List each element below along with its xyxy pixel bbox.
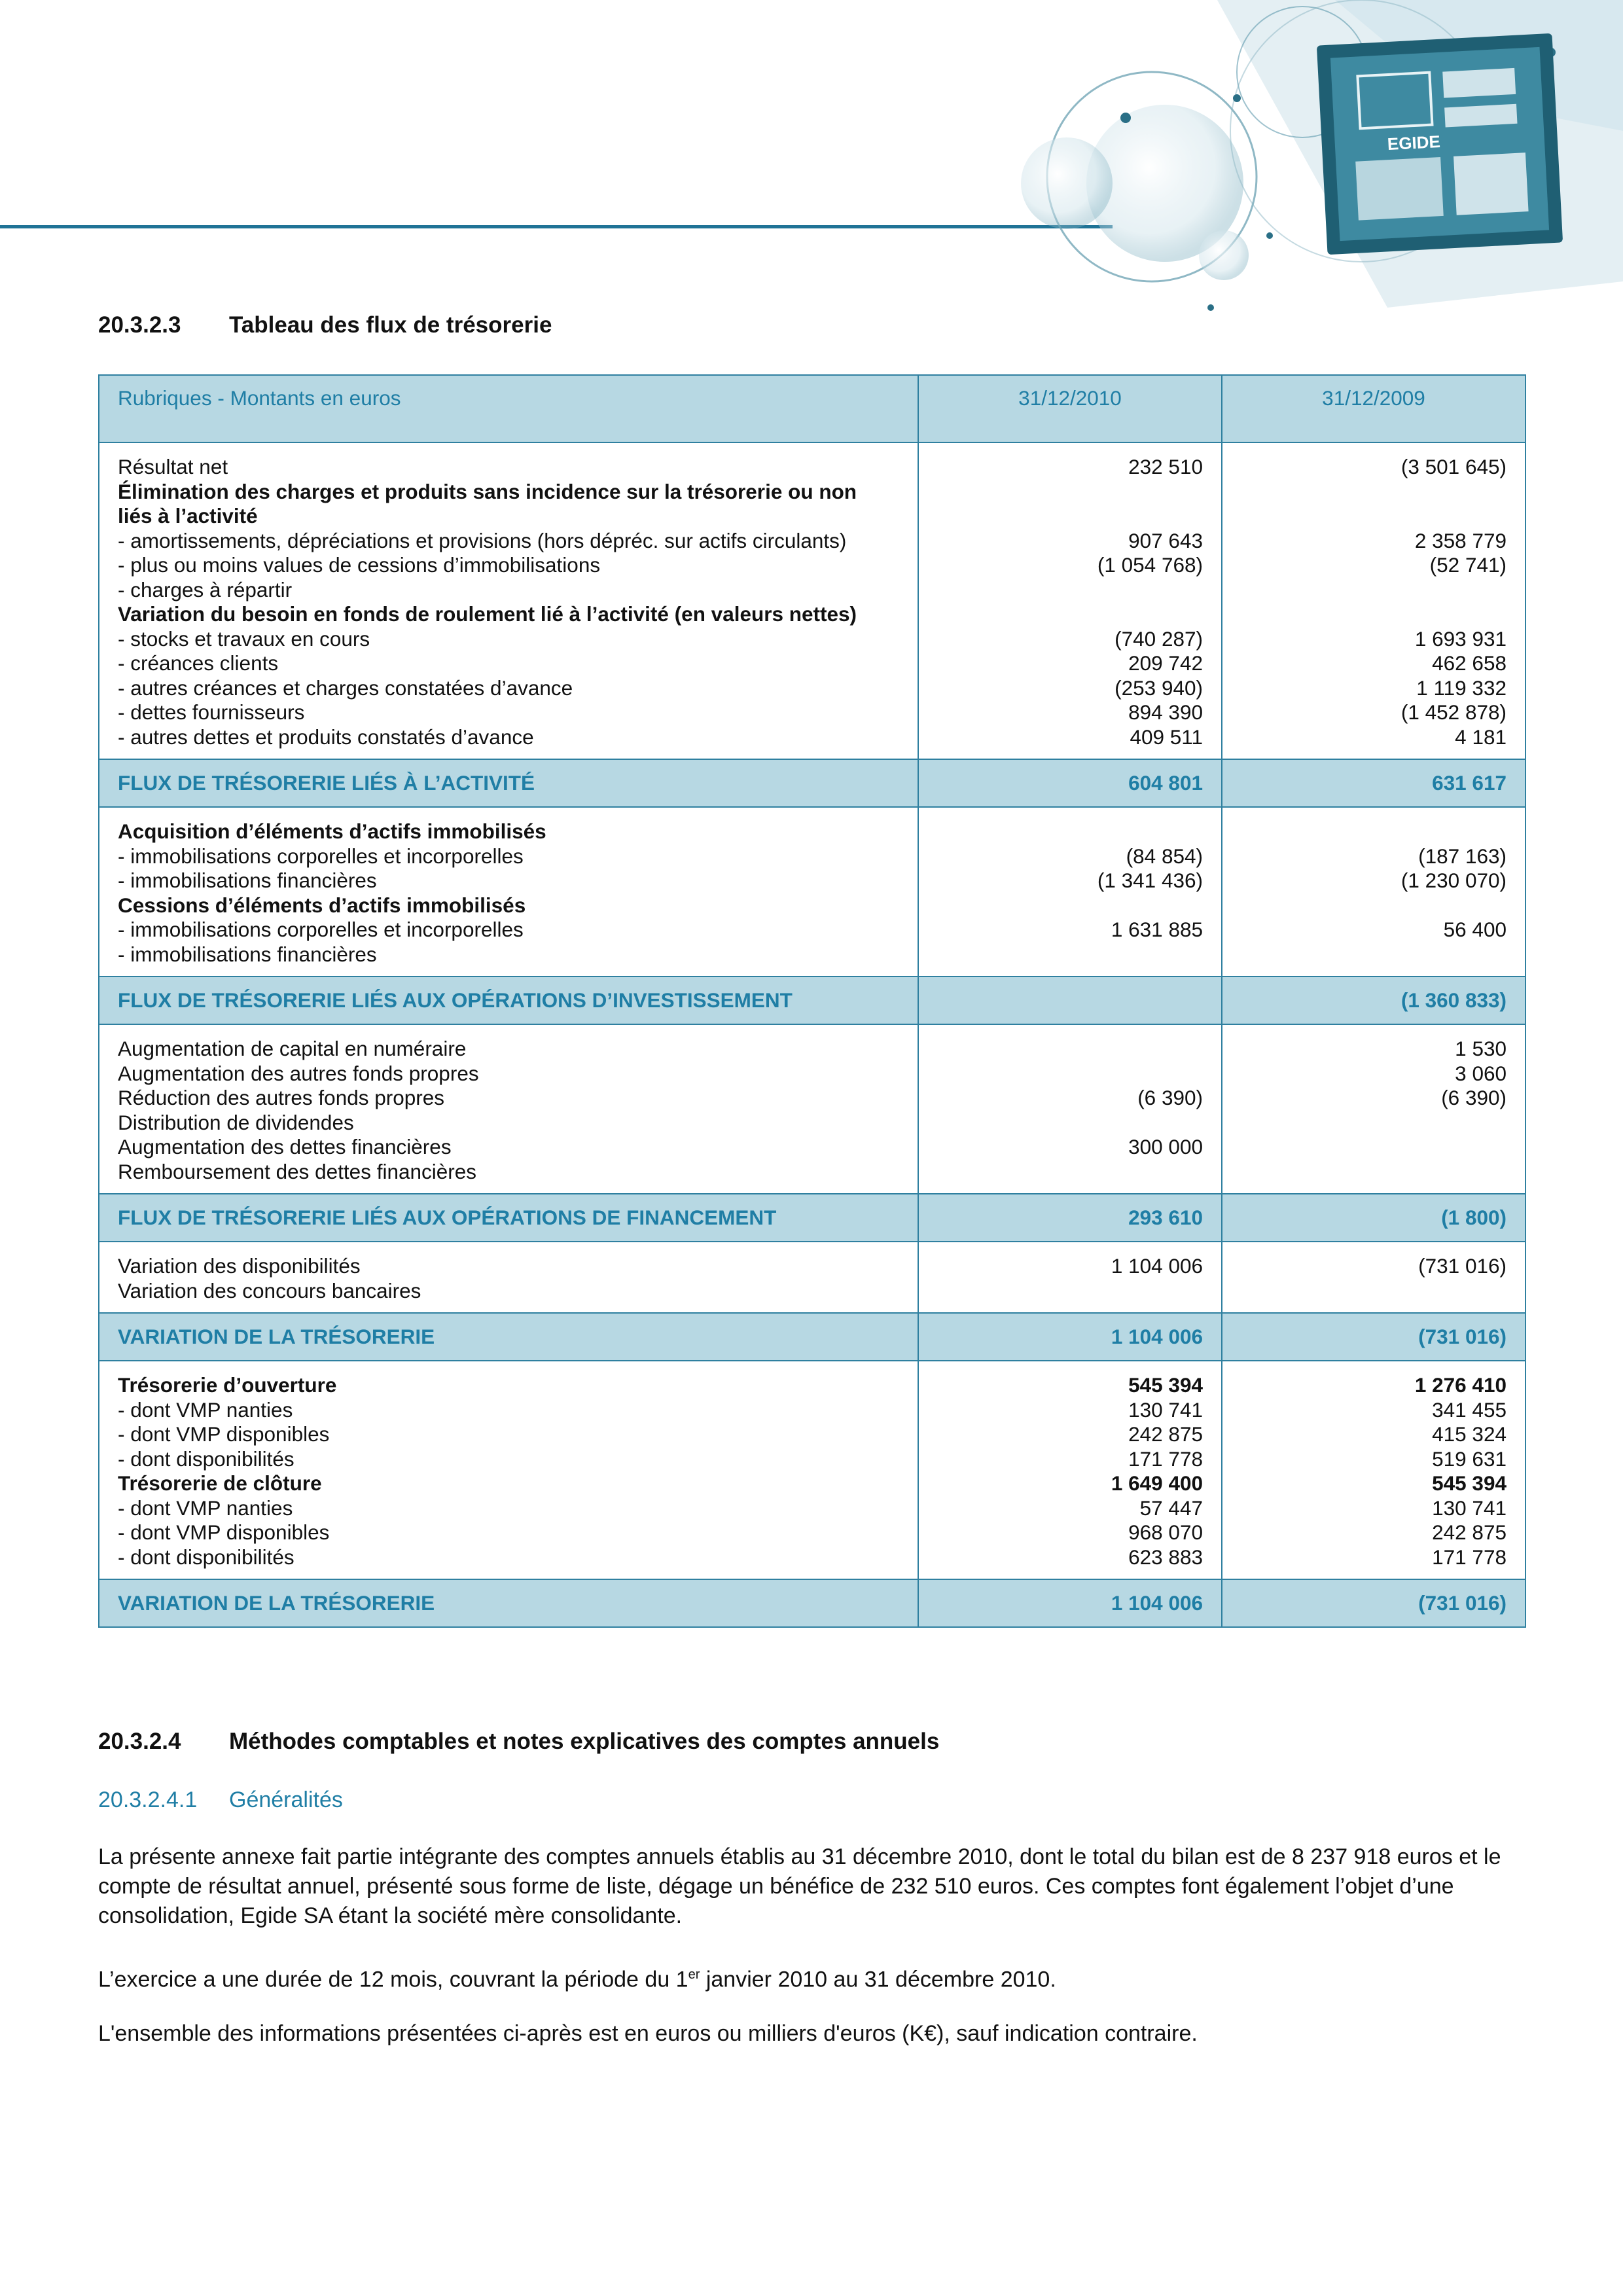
value-2010: 232 510: [1128, 455, 1203, 478]
value-2009: 130 741: [1432, 1496, 1507, 1520]
value-2009: (731 016): [1418, 1254, 1507, 1278]
financing-values-2009: [1222, 1024, 1525, 1194]
value-2009: 1 693 931: [1414, 626, 1507, 651]
subsection-number: 20.3.2.4.1: [98, 1787, 198, 1812]
section-title: Tableau des flux de trésorerie: [229, 312, 552, 338]
row-label: Augmentation de capital en numéraire: [118, 1037, 467, 1060]
value-2010: [937, 1160, 1203, 1185]
activity-values-2010: [918, 442, 1222, 759]
row-label: - charges à répartir: [118, 577, 293, 601]
row-label: Élimination des charges et produits sans incidence sur la trésorerie ou non: [118, 479, 857, 503]
row-label: - plus ou moins values de cessions d’immobilisations: [118, 553, 601, 577]
svg-text:EGIDE: EGIDE: [1387, 131, 1441, 154]
value-2009: 1 276 410: [1414, 1373, 1507, 1397]
treasury-values-2009: [1222, 1361, 1525, 1579]
value-2010: 57 447: [1139, 1496, 1203, 1520]
variation-block: [99, 1242, 1525, 1313]
treasury-values-2010: [918, 1361, 1222, 1579]
value-2009: [1241, 504, 1507, 529]
total-row-variation-final: [99, 1579, 1525, 1627]
value-2010: (1 341 436): [1097, 869, 1203, 892]
value-2009: 171 778: [1432, 1545, 1507, 1569]
value-2010: (1 054 768): [1097, 553, 1203, 577]
row-label: Trésorerie d’ouverture: [118, 1373, 337, 1397]
treasury-labels: [99, 1361, 918, 1579]
row-label: - dont VMP disponibles: [118, 1422, 330, 1446]
row-label: - dont VMP disponibles: [118, 1520, 330, 1544]
value-2009: [1241, 578, 1507, 603]
variation-values-2009: [1222, 1242, 1525, 1313]
value-2010: 1 104 006: [1111, 1254, 1203, 1278]
value-2010: (253 940): [1115, 675, 1203, 700]
total-value-2009: (731 016): [1222, 1313, 1525, 1361]
total-row-financing: [99, 1194, 1525, 1242]
value-2009: 56 400: [1443, 918, 1507, 941]
section-heading-cashflow: [98, 312, 552, 338]
financing-labels: [99, 1024, 918, 1194]
row-label: Acquisition d’éléments d’actifs immobilisés: [118, 819, 546, 843]
paragraph-annexe: La présente annexe fait partie intégrante des comptes annuels établis au 31 décembre 2010, dont le total du bilan est de 8 237 918 euros et le compte de résultat annuel, présenté sous forme de liste, dégage un bénéfice de 232 510 euros. Ces comptes font également l’objet d’une consolidation, Egide SA étant la société mère consolidante.: [98, 1844, 1501, 1928]
total-label: VARIATION DE LA TRÉSORERIE: [99, 1313, 918, 1361]
value-2010: [937, 504, 1203, 529]
row-label: - immobilisations corporelles et incorporelles: [118, 844, 524, 868]
total-label: FLUX DE TRÉSORERIE LIÉS À L’ACTIVITÉ: [99, 759, 918, 807]
value-2010: [937, 942, 1203, 967]
value-2009: [1241, 819, 1507, 844]
row-label: Augmentation des autres fonds propres: [118, 1061, 479, 1085]
value-2009: (6 390): [1441, 1086, 1507, 1109]
value-2009: [1241, 1279, 1507, 1304]
investment-values-2009: [1222, 807, 1525, 977]
row-label: Augmentation des dettes financières: [118, 1135, 452, 1158]
row-label: - amortissements, dépréciations et provisions (hors dépréc. sur actifs circulants): [118, 528, 847, 552]
row-label: Cessions d’éléments d’actifs immobilisés: [118, 893, 526, 917]
row-label: Réduction des autres fonds propres: [118, 1086, 445, 1109]
row-label: - dont VMP nanties: [118, 1496, 293, 1520]
value-2010: [937, 602, 1203, 627]
value-2009: [1241, 1111, 1507, 1136]
cashflow-table: [98, 374, 1526, 1628]
total-value-2010: 1 104 006: [918, 1579, 1222, 1627]
value-2010: 907 643: [1128, 528, 1203, 552]
value-2010: 1 649 400: [1111, 1471, 1203, 1495]
value-2010: [937, 480, 1203, 505]
total-value-2009: (731 016): [1222, 1579, 1525, 1627]
value-2009: (1 230 070): [1400, 869, 1507, 892]
total-row-activity: [99, 759, 1525, 807]
value-2010: (6 390): [1137, 1086, 1203, 1109]
row-label: liés à l’activité: [118, 504, 258, 528]
row-label: Variation des disponibilités: [118, 1254, 361, 1278]
value-2009: 3 060: [1455, 1061, 1507, 1085]
value-2009: (187 163): [1418, 844, 1507, 868]
row-label: - dont disponibilités: [118, 1545, 294, 1569]
value-2010: (84 854): [1126, 844, 1203, 868]
value-2010: [937, 578, 1203, 603]
value-2009: 519 631: [1432, 1446, 1507, 1471]
total-label: FLUX DE TRÉSORERIE LIÉS AUX OPÉRATIONS DE FINANCEMENT: [99, 1194, 918, 1242]
value-2010: 623 883: [1128, 1545, 1203, 1569]
row-label: Résultat net: [118, 455, 228, 478]
financing-values-2010: [918, 1024, 1222, 1194]
row-label: - dont disponibilités: [118, 1446, 294, 1471]
total-value-2010: 293 610: [918, 1194, 1222, 1242]
value-2009: (52 741): [1429, 553, 1507, 577]
paragraph-units: L'ensemble des informations présentées ci-après est en euros ou milliers d'euros (K€), sauf indication contraire.: [98, 2021, 1198, 2046]
row-label: Distribution de dividendes: [118, 1110, 354, 1134]
value-2010: (740 287): [1115, 626, 1203, 651]
total-value-2010: 1 104 006: [918, 1313, 1222, 1361]
row-label: - immobilisations financières: [118, 869, 377, 892]
value-2009: (3 501 645): [1400, 455, 1507, 478]
header-decoration: [995, 0, 1623, 327]
row-label: - immobilisations corporelles et incorporelles: [118, 918, 524, 941]
value-2010: 1 631 885: [1111, 918, 1203, 941]
value-2009: [1241, 1160, 1507, 1185]
activity-block: [99, 442, 1525, 759]
activity-labels: [99, 442, 918, 759]
activity-values-2009: [1222, 442, 1525, 759]
value-2010: 894 390: [1128, 700, 1203, 724]
variation-values-2010: [918, 1242, 1222, 1313]
investment-values-2010: [918, 807, 1222, 977]
value-2009: [1241, 942, 1507, 967]
value-2010: [937, 1037, 1203, 1062]
financing-block: [99, 1024, 1525, 1194]
subsection-heading: [98, 1787, 343, 1813]
value-2010: [937, 819, 1203, 844]
value-2010: 300 000: [1128, 1135, 1203, 1158]
variation-labels: [99, 1242, 918, 1313]
row-label: - créances clients: [118, 651, 279, 675]
investment-labels: [99, 807, 918, 977]
value-2009: [1241, 1135, 1507, 1160]
table-header-row: [99, 375, 1525, 442]
value-2009: (1 452 878): [1400, 700, 1507, 724]
total-row-variation: [99, 1313, 1525, 1361]
value-2009: [1241, 480, 1507, 505]
value-2009: [1241, 602, 1507, 627]
total-value-2010: [918, 977, 1222, 1024]
row-label: Variation des concours bancaires: [118, 1278, 421, 1302]
superscript: er: [688, 1967, 700, 1982]
header-cell-rubriques: Rubriques - Montants en euros: [99, 375, 918, 442]
value-2009: 462 658: [1432, 651, 1507, 675]
row-label: Trésorerie de clôture: [118, 1471, 322, 1495]
value-2010: [937, 1062, 1203, 1086]
paragraph-text: L’exercice a une durée de 12 mois, couvrant la période du 1: [98, 1967, 688, 1992]
row-label: - stocks et travaux en cours: [118, 626, 370, 651]
row-label: Remboursement des dettes financières: [118, 1159, 477, 1183]
header-cell-2010: 31/12/2010: [918, 375, 1222, 442]
value-2009: 545 394: [1432, 1471, 1507, 1495]
investment-block: [99, 807, 1525, 977]
value-2010: 409 511: [1130, 725, 1203, 749]
value-2009: 341 455: [1432, 1397, 1507, 1422]
egide-chip-icon: [1317, 33, 1563, 255]
row-label: Variation du besoin en fonds de roulement lié à l’activité (en valeurs nettes): [118, 602, 857, 626]
total-label: FLUX DE TRÉSORERIE LIÉS AUX OPÉRATIONS D’INVESTISSEMENT: [99, 977, 918, 1024]
value-2009: 4 181: [1455, 725, 1507, 749]
total-label: VARIATION DE LA TRÉSORERIE: [99, 1579, 918, 1627]
subsection-title: Généralités: [229, 1787, 343, 1812]
section-number: 20.3.2.4: [98, 1729, 181, 1754]
value-2010: [937, 1111, 1203, 1136]
value-2010: 545 394: [1128, 1373, 1203, 1397]
treasury-block: [99, 1361, 1525, 1579]
value-2010: [937, 1279, 1203, 1304]
value-2010: [937, 893, 1203, 918]
value-2010: 209 742: [1128, 651, 1203, 675]
value-2009: 415 324: [1432, 1422, 1507, 1446]
value-2009: 1 119 332: [1416, 675, 1507, 700]
section-heading-methods: [98, 1729, 939, 1755]
row-label: - dettes fournisseurs: [118, 700, 305, 724]
total-value-2009: (1 800): [1222, 1194, 1525, 1242]
value-2009: [1241, 893, 1507, 918]
row-label: - immobilisations financières: [118, 942, 377, 966]
section-title: Méthodes comptables et notes explicatives des comptes annuels: [229, 1729, 940, 1754]
paragraph-text: janvier 2010 au 31 décembre 2010.: [700, 1967, 1056, 1992]
total-row-investment: [99, 977, 1525, 1024]
value-2009: 2 358 779: [1414, 528, 1507, 552]
total-value-2009: 631 617: [1222, 759, 1525, 807]
paragraph-exercice: [98, 1960, 1525, 1994]
row-label: - autres créances et charges constatées d’avance: [118, 675, 573, 700]
row-label: - dont VMP nanties: [118, 1397, 293, 1422]
value-2009: 1 530: [1455, 1037, 1507, 1060]
row-label: - autres dettes et produits constatés d’avance: [118, 725, 534, 749]
header-cell-2009: 31/12/2009: [1222, 375, 1525, 442]
total-value-2009: (1 360 833): [1222, 977, 1525, 1024]
section-number: 20.3.2.3: [98, 312, 181, 338]
value-2010: 242 875: [1128, 1422, 1203, 1446]
value-2010: 968 070: [1128, 1520, 1203, 1544]
value-2010: 130 741: [1128, 1397, 1203, 1422]
header-rule: [0, 225, 1113, 228]
value-2009: 242 875: [1432, 1520, 1507, 1544]
total-value-2010: 604 801: [918, 759, 1222, 807]
value-2010: 171 778: [1128, 1446, 1203, 1471]
